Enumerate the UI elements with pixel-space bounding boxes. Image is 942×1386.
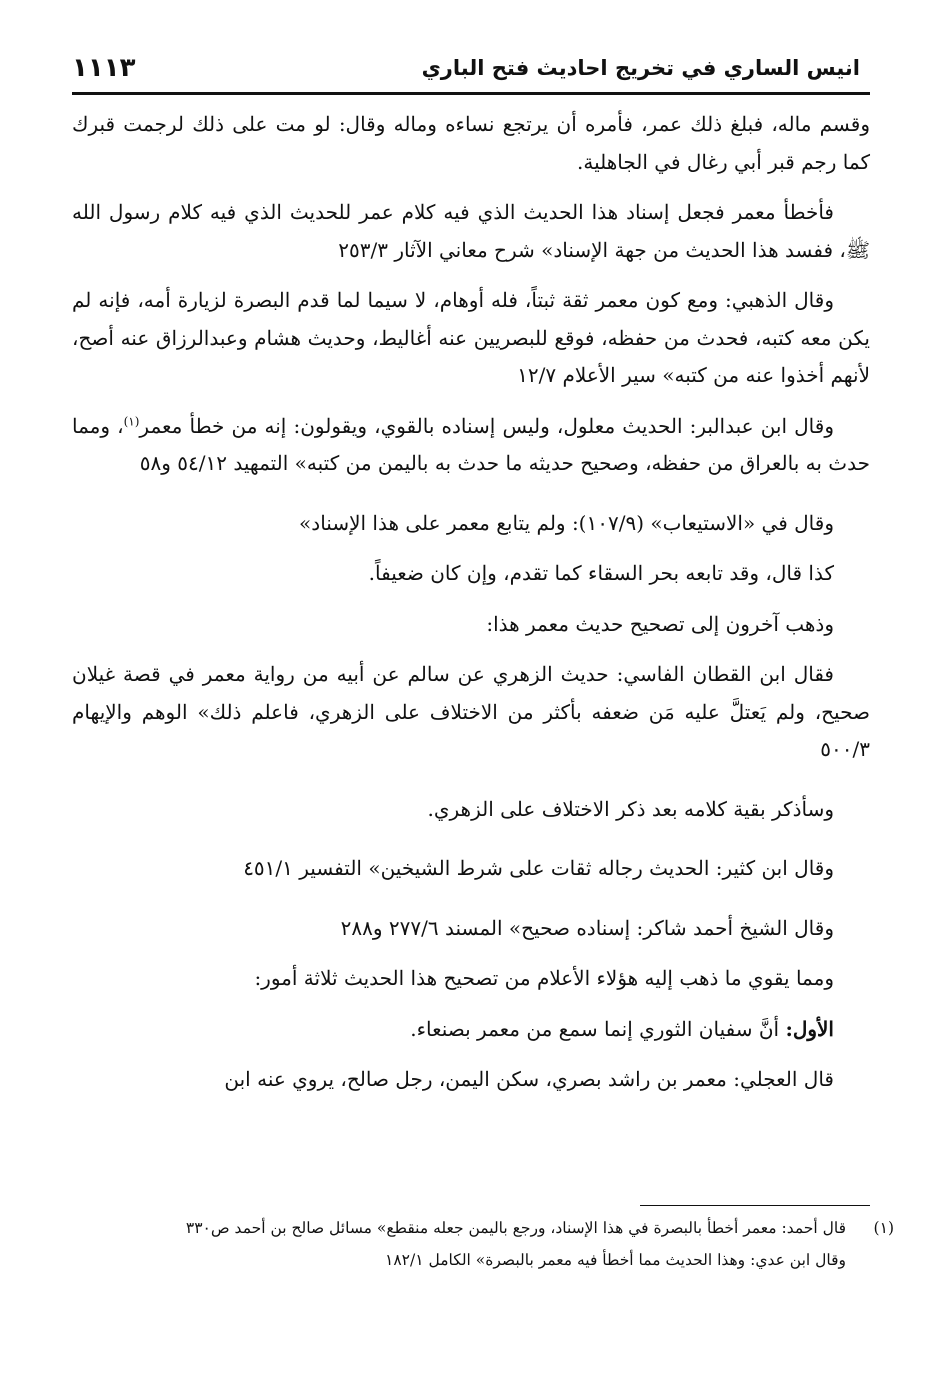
paragraph: ومما يقوي ما ذهب إليه هؤلاء الأعلام من تصحيح هذا الحديث ثلاثة أمور: xyxy=(254,966,834,990)
paragraph: قال العجلي: معمر بن راشد بصري، سكن اليمن، رجل صالح، يروي عنه ابن xyxy=(224,1067,834,1091)
paragraph: وذهب آخرون إلى تصحيح حديث معمر هذا: xyxy=(486,611,834,636)
footnote-divider xyxy=(640,1205,870,1206)
paragraph: وقال ابن كثير: الحديث رجاله ثقات على شرط الشيخين» التفسير ٤٥١/١ xyxy=(243,856,834,880)
footnote-mark: (١) xyxy=(873,1219,894,1237)
paragraph-text: ، ومما حدث به بالعراق من حفظه، وصحيح حديثه ما حدث به باليمن من كتبه» التمهيد ٥٤/١٢ و٥٨ xyxy=(72,413,870,475)
main-text xyxy=(72,106,870,1112)
page-number: ١١١٣ xyxy=(72,53,136,83)
paragraph xyxy=(72,1011,870,1049)
paragraph: فأخطأ معمر فجعل إسناد هذا الحديث الذي فيه كلام عمر للحديث الذي فيه كلام رسول الله ﷺ، ففسد هذا الحديث من جهة الإسناد» شرح معاني الآثار ٢٥٣/٣ xyxy=(72,200,870,262)
running-header xyxy=(72,40,860,92)
paragraph: وسأذكر بقية كلامه بعد ذكر الاختلاف على الزهري. xyxy=(427,796,834,821)
paragraph xyxy=(72,408,870,483)
paragraph: كذا قال، وقد تابعه بحر السقاء كما تقدم، وإن كان ضعيفاً. xyxy=(368,561,834,585)
paragraph-text: وقال ابن عبدالبر: الحديث معلول، وليس إسناده بالقوي، ويقولون: إنه من خطأ معمر xyxy=(139,413,834,438)
footnotes xyxy=(72,1214,894,1274)
paragraph: وقال الذهبي: ومع كون معمر ثقة ثبتاً، فله أوهام، لا سيما لما قدم البصرة لزيارة أمه، فإنه لم يكن معه كتبه، فحدث من حفظه، فوقع للبصريين عنه أغاليط، وحديث هشام وعبدالرزاق عنه أصح، لأنهم أخذوا عنه من كتبه» سير الأعلام ١٢/٧ xyxy=(72,288,870,387)
paragraph-text: أنَّ سفيان الثوري إنما سمع من معمر بصنعاء. xyxy=(410,1016,780,1041)
footnote-reference: (١) xyxy=(123,413,140,428)
footnote xyxy=(72,1214,894,1242)
paragraph: فقال ابن القطان الفاسي: حديث الزهري عن سالم عن أبيه من رواية معمر في قصة غيلان صحيح، ولم يَعتلَّ عليه مَن ضعفه بأكثر من الاختلاف على الزهري، فاعلم ذلك» الوهم والإيهام ٥٠٠/٣ xyxy=(72,662,870,761)
footnote-continuation: وقال ابن عدي: وهذا الحديث مما أخطأ فيه معمر بالبصرة» الكامل ١٨٢/١ xyxy=(385,1251,846,1269)
header-divider xyxy=(72,92,870,95)
point-label: الأول: xyxy=(785,1016,834,1041)
book-title: انيس الساري في تخريج احاديث فتح الباري xyxy=(421,56,860,80)
paragraph: وقال الشيخ أحمد شاكر: إسناده صحيح» المسند ٢٧٧/٦ و٢٨٨ xyxy=(340,915,834,940)
paragraph: وقال في «الاستيعاب» (١٠٧/٩): ولم يتابع معمر على هذا الإسناد» xyxy=(299,510,834,535)
paragraph: وقسم ماله، فبلغ ذلك عمر، فأمره أن يرتجع نساءه وماله وقال: لو مت على ذلك لرجمت قبرك كما رجم قبر أبي رغال في الجاهلية. xyxy=(72,112,870,174)
footnote-text: قال أحمد: معمر أخطأ بالبصرة في هذا الإسناد، ورجع باليمن جعله منقطع» مسائل صالح بن أحمد ص٣٣٠ xyxy=(185,1219,846,1237)
